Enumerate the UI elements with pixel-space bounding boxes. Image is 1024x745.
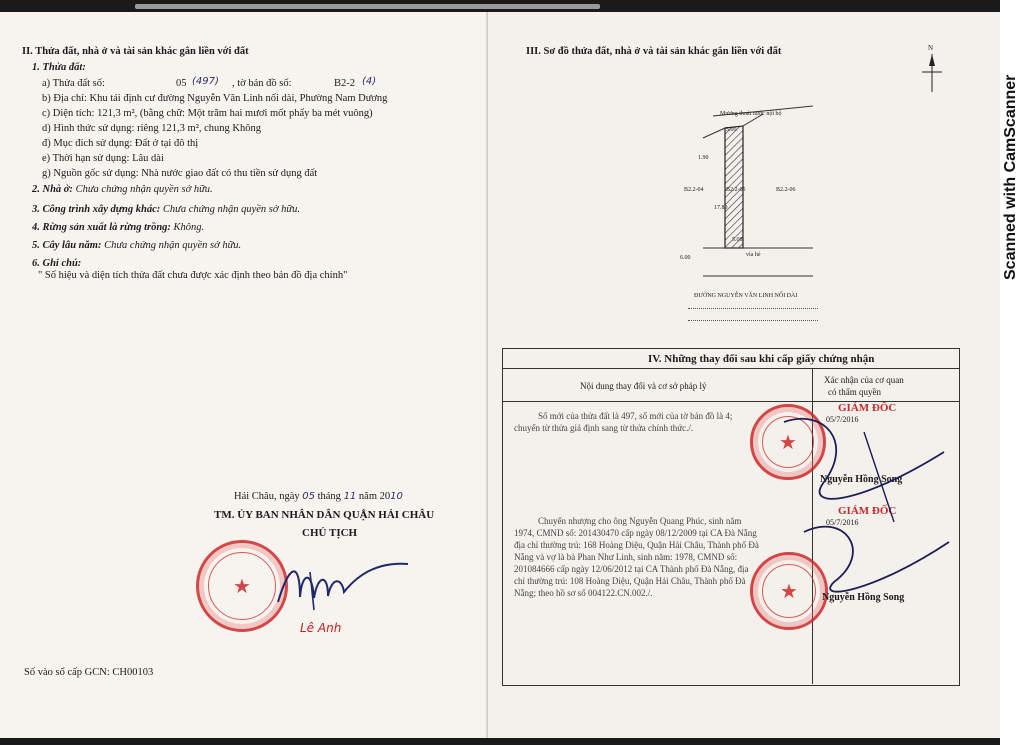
window-top-bar — [135, 4, 600, 9]
house-value: Chưa chứng nhận quyền sở hữu. — [75, 184, 213, 195]
this-lot-label: B2.2-05 — [726, 187, 746, 193]
change2-line7: Nẵng; theo hồ sơ số 004122.CN.002./. — [514, 588, 653, 598]
house-label: 2. Nhà ở: — [32, 184, 73, 195]
change2-line4: Nẵng và vợ là bà Phan Như Linh, sinh năm: 1978, CMND số: — [514, 552, 738, 562]
forest-label: 4. Rừng sản xuất là rừng trồng: — [32, 222, 171, 233]
column-confirm-header-2: có thẩm quyền — [828, 387, 881, 397]
top-dimension: 5.00 — [726, 127, 737, 133]
road-label: ĐƯỜNG NGUYỄN VĂN LINH NỐI DÀI — [694, 293, 798, 299]
origin-line: g) Nguồn gốc sử dụng: Nhà nước giao đất có thu tiền sử dụng đất — [42, 168, 318, 179]
chairman-signature — [270, 552, 420, 622]
section4-title: IV. Những thay đổi sau khi cấp giấy chứng nhận — [648, 353, 875, 365]
purpose-line: đ) Mục đích sử dụng: Đất ở tại đô thị — [42, 138, 199, 149]
change1-line2: chuyển từ thửa giả định sang từ thửa chính thức./. — [514, 423, 694, 433]
confirm-date-2: 05/7/2016 — [826, 518, 859, 527]
map-label: , tờ bản đồ số: — [232, 78, 292, 89]
construction-label: 3. Công trình xây dựng khác: — [32, 204, 161, 215]
director-name-2: Nguyễn Hồng Song — [822, 592, 905, 603]
lot-value: 05 — [176, 78, 187, 89]
road-dotted-line — [688, 308, 818, 309]
change2-line5: 201084666 cấp ngày 12/06/2012 tại CA Thành phố Đà Nẵng, địa — [514, 564, 749, 574]
right-page — [488, 12, 1000, 738]
north-arrow-icon — [920, 48, 944, 98]
north-label: N — [928, 44, 934, 52]
change2-line1: Chuyển nhượng cho ông Nguyễn Quang Phúc, sinh năm — [538, 516, 742, 526]
seal-star-icon: ★ — [780, 580, 798, 603]
forest-value: Không. — [173, 222, 205, 233]
seal-star-icon: ★ — [779, 431, 797, 454]
left-page — [0, 12, 488, 738]
map-value: B2-2 — [334, 78, 355, 89]
certificate-sheet — [0, 12, 1000, 738]
role-title: CHỦ TỊCH — [302, 527, 358, 539]
scanner-watermark: Scanned with CamScanner — [1002, 74, 1019, 280]
length-dimension: 17.80 — [714, 205, 728, 211]
right-lot-label: B2.2-06 — [776, 187, 796, 193]
map-handwritten: (4) — [362, 76, 377, 87]
registry-number: Số vào sổ cấp GCN: CH00103 — [24, 667, 154, 678]
note-title: 6. Ghi chú: — [32, 258, 82, 269]
signer-name: Lê Anh — [300, 621, 342, 635]
director-signatures — [764, 412, 954, 612]
address-line: b) Địa chỉ: Khu tái định cư đường Nguyễn Văn Linh nối dài, Phường Nam Dương — [42, 93, 388, 104]
sidewalk-label: vỉa hè — [746, 252, 761, 258]
change1-line1: Số mới của thửa đất là 497, số mới của tờ bản đồ là 4; — [538, 411, 733, 421]
confirm-date-1: 05/7/2016 — [826, 415, 859, 424]
road-dotted-line-2 — [688, 320, 818, 321]
trees-value: Chưa chứng nhận quyền sở hữu. — [104, 240, 242, 251]
change2-line3: địa chỉ thường trú: 168 Hoàng Diệu, Quận Hải Châu, Thành phố Đà — [514, 540, 759, 550]
change2-line2: 1974, CMND số: 201430470 cấp ngày 08/12/2009 tại CA Đà Nẵng — [514, 528, 757, 538]
section3-title: III. Sơ đồ thửa đất, nhà ở và tài sản khác gắn liền với đất — [526, 46, 782, 57]
trees-label: 5. Cây lâu năm: — [32, 240, 102, 251]
use-form-line: d) Hình thức sử dụng: riêng 121,3 m², chung Không — [42, 123, 261, 134]
director-name-1: Nguyễn Hồng Song — [820, 474, 903, 485]
change2-line6: chỉ thường trú: 108 Hoàng Diệu, Quận Hải Châu, Thành phố Đà — [514, 576, 746, 586]
column-content-header: Nội dung thay đổi và cơ sở pháp lý — [580, 381, 707, 391]
director-title-2: GIÁM ĐỐC — [838, 505, 897, 517]
bottom-dimension: 5.08 — [732, 237, 743, 243]
land-title: 1. Thửa đất: — [32, 62, 86, 73]
issue-date: Hải Châu, ngày 05 tháng 11 năm 2010 — [234, 491, 403, 502]
section2-title: II. Thửa đất, nhà ở và tài sản khác gắn liền với đất — [22, 46, 249, 57]
area-line: c) Diện tích: 121,3 m², (bằng chữ: Một trăm hai mươi mốt phẩy ba mét vuông) — [42, 108, 373, 119]
drain-label: Mương thoát nước nội bộ — [720, 111, 782, 117]
lot-label: a) Thửa đất số: — [42, 78, 105, 89]
left-lot-label: B2.2-04 — [684, 187, 704, 193]
note-value: " Số hiệu và diện tích thửa đất chưa được xác định theo bản đồ địa chính" — [38, 270, 348, 281]
term-line: e) Thời hạn sử dụng: Lâu dài — [42, 153, 164, 164]
sidewalk-dimension: 6.00 — [680, 255, 691, 261]
director-title-1: GIÁM ĐỐC — [838, 402, 897, 414]
construction-value: Chưa chứng nhận quyền sở hữu. — [162, 204, 300, 215]
authority-name: TM. ỦY BAN NHÂN DÂN QUẬN HẢI CHÂU — [214, 509, 435, 521]
column-confirm-header-1: Xác nhận của cơ quan — [824, 375, 904, 385]
seal-star-icon: ★ — [233, 575, 251, 598]
side-dimension: 1.90 — [698, 155, 709, 161]
lot-handwritten: (497) — [192, 76, 219, 87]
